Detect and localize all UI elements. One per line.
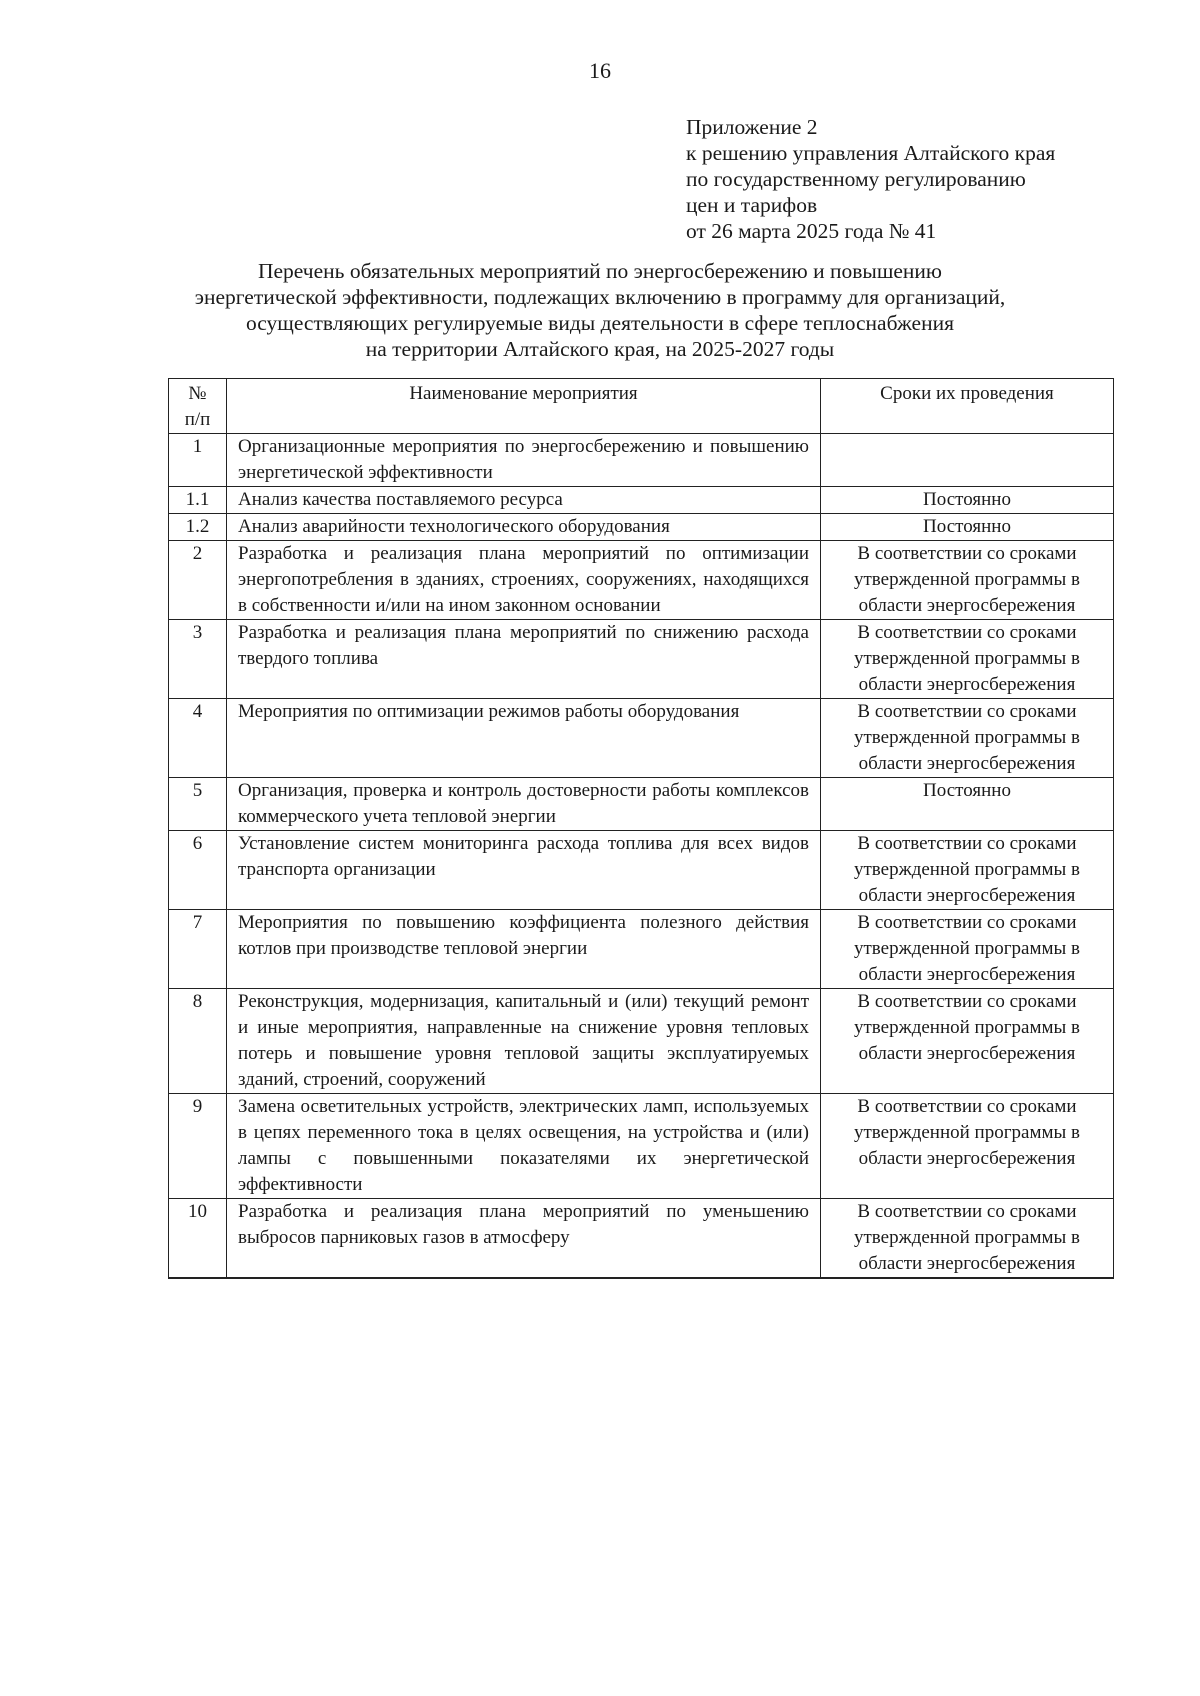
table-row (169, 910, 1114, 989)
row-term: В соответствии со сроками утвержденной программы в области энергосбережения (821, 989, 1114, 1094)
row-name (227, 1278, 821, 1279)
table-row (169, 699, 1114, 778)
row-num: 1 (169, 434, 227, 487)
row-num: 3 (169, 620, 227, 699)
row-name: Организационные мероприятия по энергосбережению и повышению энергетической эффективности (227, 434, 821, 487)
row-term: Постоянно (821, 778, 1114, 831)
table-row (169, 1094, 1114, 1199)
row-term: Постоянно (821, 514, 1114, 541)
row-name: Разработка и реализация плана мероприятий по уменьшению выбросов парниковых газов в атмосферу (227, 1199, 821, 1278)
appendix-line: по государственному регулированию (686, 167, 1026, 191)
header-num-line2: п/п (184, 409, 211, 430)
appendix-block (686, 114, 1055, 244)
title-line: осуществляющих регулируемые виды деятельности в сфере теплоснабжения (245, 311, 954, 335)
row-name: Установление систем мониторинга расхода топлива для всех видов транспорта организации (227, 831, 821, 910)
title-line: на территории Алтайского края, на 2025-2027 годы (365, 337, 835, 361)
title-line: Перечень обязательных мероприятий по энергосбережению и повышению (257, 259, 942, 283)
row-term (821, 434, 1114, 487)
row-term: В соответствии со сроками утвержденной программы в области энергосбережения (821, 831, 1114, 910)
document-title (0, 258, 1200, 362)
row-num: 10 (169, 1199, 227, 1278)
row-num: 9 (169, 1094, 227, 1199)
table-row (169, 487, 1114, 514)
row-num: 7 (169, 910, 227, 989)
header-num-line1: № (188, 383, 207, 404)
row-num: 8 (169, 989, 227, 1094)
row-term: В соответствии со сроками утвержденной программы в области энергосбережения (821, 1094, 1114, 1199)
row-num: 5 (169, 778, 227, 831)
title-line: энергетической эффективности, подлежащих включению в программу для организаций, (194, 285, 1006, 309)
row-term: В соответствии со сроками утвержденной программы в области энергосбережения (821, 1199, 1114, 1278)
row-term: В соответствии со сроками утвержденной программы в области энергосбережения (821, 699, 1114, 778)
row-name: Анализ качества поставляемого ресурса (227, 487, 821, 514)
table-row (169, 989, 1114, 1094)
appendix-line: Приложение 2 (686, 115, 818, 139)
table-row (169, 1199, 1114, 1278)
row-name: Мероприятия по повышению коэффициента полезного действия котлов при производстве тепловой энергии (227, 910, 821, 989)
appendix-line: к решению управления Алтайского края (686, 141, 1056, 165)
header-term: Сроки их проведения (821, 379, 1114, 434)
table-row (169, 831, 1114, 910)
header-num (169, 379, 227, 434)
table-row (169, 434, 1114, 487)
row-name: Мероприятия по оптимизации режимов работы оборудования (227, 699, 821, 778)
row-num: 1.1 (169, 487, 227, 514)
row-name: Разработка и реализация плана мероприятий по снижению расхода твердого топлива (227, 620, 821, 699)
row-term: В соответствии со сроками утвержденной программы в области энергосбережения (821, 541, 1114, 620)
table-row (169, 620, 1114, 699)
table-row (169, 1278, 1114, 1279)
row-name: Замена осветительных устройств, электрических ламп, используемых в цепях переменного тока в целях освещения, на устройства и (или) лампы с повышенными показателями их энергетической эффективности (227, 1094, 821, 1199)
page-number: 16 (589, 58, 611, 83)
header-name: Наименование мероприятия (227, 379, 821, 434)
row-term (821, 1278, 1114, 1279)
row-name: Разработка и реализация плана мероприятий по оптимизации энергопотребления в зданиях, строениях, сооружениях, находящихся в собственности и/или на ином законном основании (227, 541, 821, 620)
table-row (169, 541, 1114, 620)
row-num: 6 (169, 831, 227, 910)
row-num (169, 1278, 227, 1279)
row-name: Анализ аварийности технологического оборудования (227, 514, 821, 541)
row-num: 4 (169, 699, 227, 778)
appendix-line: от 26 марта 2025 года № 41 (686, 219, 937, 243)
table-row (169, 778, 1114, 831)
table-row (169, 514, 1114, 541)
row-num: 1.2 (169, 514, 227, 541)
appendix-line: цен и тарифов (686, 193, 818, 217)
row-num: 2 (169, 541, 227, 620)
row-term: В соответствии со сроками утвержденной программы в области энергосбережения (821, 910, 1114, 989)
table-header-row (169, 379, 1114, 434)
row-term: В соответствии со сроками утвержденной программы в области энергосбережения (821, 620, 1114, 699)
measures-table (168, 378, 1114, 1279)
row-name: Реконструкция, модернизация, капитальный и (или) текущий ремонт и иные мероприятия, направленные на снижение уровня тепловых потерь и повышение уровня тепловой защиты эксплуатируемых зданий, строений, сооружений (227, 989, 821, 1094)
row-term: Постоянно (821, 487, 1114, 514)
row-name: Организация, проверка и контроль достоверности работы комплексов коммерческого учета тепловой энергии (227, 778, 821, 831)
